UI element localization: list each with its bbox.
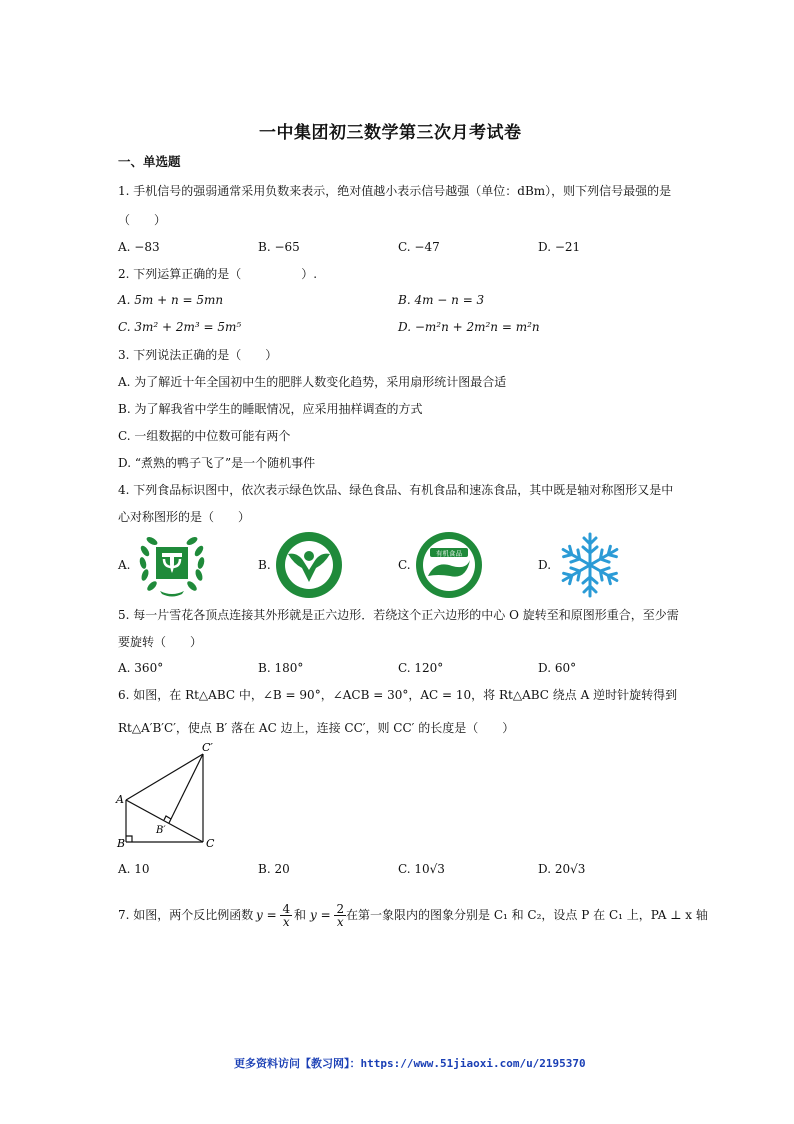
logo-green-drink-icon [134, 533, 210, 597]
q4-label-c: C. [398, 558, 411, 572]
q1-stem: 1. 手机信号的强弱通常采用负数来表示，绝对值越小表示信号越强（单位：dBm），则下列信号最强的是 [118, 184, 672, 198]
label-b: B [117, 837, 126, 850]
q6-option-b: B. 20 [258, 862, 290, 876]
logo-green-food-icon [274, 530, 344, 600]
q3-option-b: B. 为了解我省中学生的睡眠情况，应采用抽样调查的方式 [118, 402, 423, 416]
footer-link[interactable]: 更多资料访问【教习网】：https://www.51jiaoxi.com/u/2195370 [234, 1057, 586, 1070]
q2-stem: 2. 下列运算正确的是（ ）. [118, 267, 318, 281]
label-a: A [116, 793, 124, 806]
logo-organic-food-icon [414, 530, 484, 600]
q5-stem-cont: 要旋转（ ） [118, 635, 203, 649]
q7-and: 和 [294, 908, 307, 922]
q4-label-d: D. [538, 558, 552, 572]
q2-option-c: C. 3m² + 2m³ = 5m⁵ [118, 320, 242, 334]
q4-label-a: A. [118, 558, 131, 572]
snowflake-icon [556, 531, 624, 599]
q7-function-2: y = $\frac{2}{x}$ [310, 902, 345, 929]
label-c: C [206, 837, 215, 850]
section-heading: 一、单选题 [118, 154, 181, 169]
q4-stem: 4. 下列食品标识图中，依次表示绿色饮品、绿色食品、有机食品和速冻食品，其中既是轴对称图形又是中 [118, 483, 674, 497]
q2-option-a: A. 5m + n = 5mn [118, 293, 224, 307]
f1-denominator: x [282, 915, 290, 929]
q1-option-d: D. −21 [538, 240, 581, 254]
q3-option-a: A. 为了解近十年全国初中生的肥胖人数变化趋势，采用扇形统计图最合适 [118, 375, 507, 389]
q1-option-a: A. −83 [118, 240, 160, 254]
q5-option-d: D. 60° [538, 661, 577, 675]
q3-option-c: C. 一组数据的中位数可能有两个 [118, 429, 291, 443]
q3-stem: 3. 下列说法正确的是（ ） [118, 348, 278, 362]
q6-stem-cont: Rt△A′B′C′，使点 B′ 落在 AC 边上，连接 CC′，则 CC′ 的长度是（ ） [118, 721, 515, 735]
q5-option-c: C. 120° [398, 661, 444, 675]
q5-option-b: B. 180° [258, 661, 304, 675]
q4-stem-cont: 心对称图形的是（ ） [118, 510, 251, 524]
q6-option-c: C. 10√3 [398, 862, 445, 876]
q6-triangle-figure [116, 740, 226, 852]
q7-function-1: y = $\frac{4}{x}$ [256, 902, 291, 929]
q5-stem: 5. 每一片雪花各顶点连接其外形就是正六边形．若绕这个正六边形的中心 O 旋转至和原图形重合，至少需 [118, 608, 679, 622]
q1-option-c: C. −47 [398, 240, 440, 254]
f2-numerator: 2 [336, 902, 345, 916]
q6-option-d: D. 20√3 [538, 862, 586, 876]
q2-option-b: B. 4m − n = 3 [398, 293, 485, 307]
f1-numerator: 4 [282, 902, 291, 916]
logo-c-text: 有机食品 [436, 549, 462, 558]
q6-stem: 6. 如图，在 Rt△ABC 中，∠B = 90°，∠ACB = 30°，AC = 10，将 Rt△ABC 绕点 A 逆时针旋转得到 [118, 688, 678, 702]
q6-option-a: A. 10 [118, 862, 150, 876]
q3-option-d: D. “煮熟的鸭子飞了”是一个随机事件 [118, 456, 316, 470]
f2-denominator: x [336, 915, 344, 929]
q1-option-b: B. −65 [258, 240, 300, 254]
label-c-prime: C′ [202, 741, 213, 754]
q5-option-a: A. 360° [118, 661, 164, 675]
page-title: 一中集团初三数学第三次月考试卷 [259, 123, 522, 143]
label-b-prime: B′ [156, 825, 166, 836]
q7-prefix: 7. 如图，两个反比例函数 [118, 908, 254, 922]
q4-label-b: B. [258, 558, 271, 572]
q2-option-d: D. −m²n + 2m²n = m²n [398, 320, 540, 334]
q7-stem-rest: 在第一象限内的图象分别是 C₁ 和 C₂，设点 P 在 C₁ 上，PA ⊥ x 轴 [346, 908, 708, 922]
q1-stem-cont: （ ） [118, 213, 167, 227]
